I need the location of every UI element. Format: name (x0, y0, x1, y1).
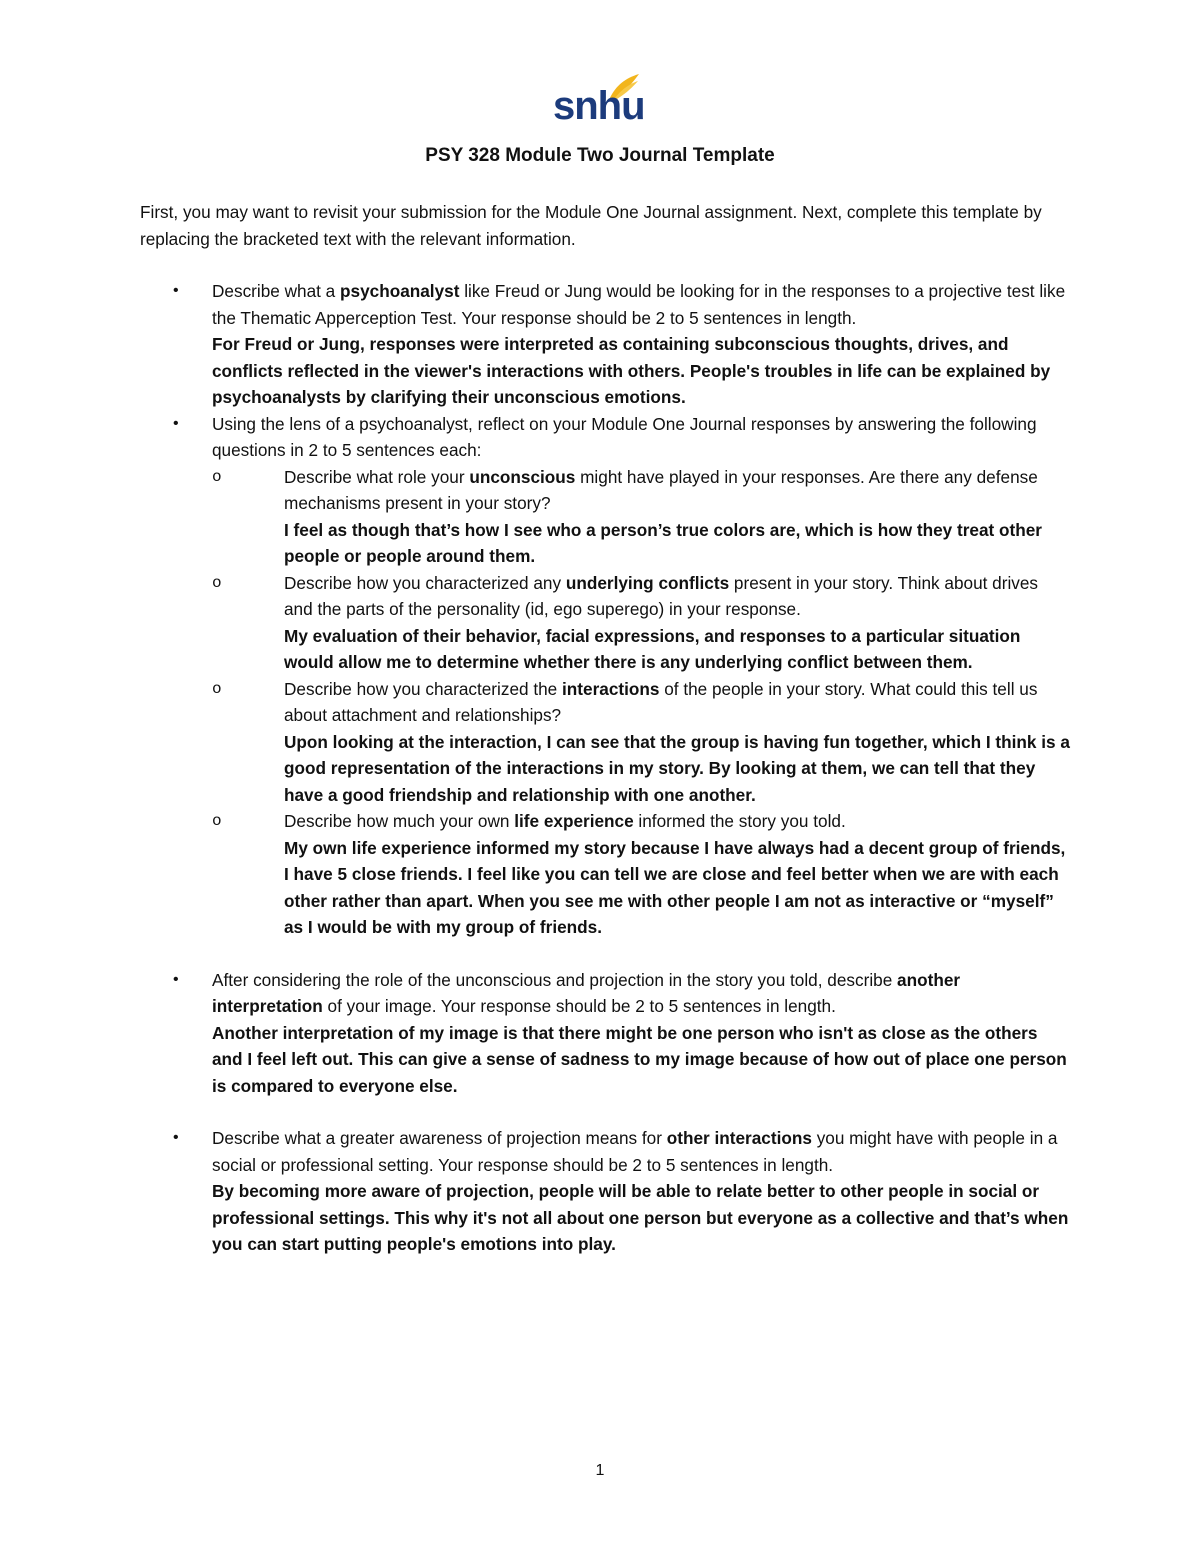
question-1-prompt (212, 278, 1070, 331)
prompt-text: of your image. Your response should be 2 to 5 sentences in length. (322, 996, 836, 1016)
prompt-text: Describe what role your (284, 466, 470, 487)
bullet-icon: • (173, 1129, 179, 1146)
bullet-icon: • (173, 282, 179, 299)
question-1 (140, 278, 1070, 411)
sub-question-answer: My own life experience informed my story because I have always had a decent group of friends, I have 5 close friends. I feel like you can tell we are close and feel better when we are with each other rather than apart. When you see me with other people I am not as interactive or “myself” as I would be with my group of friends. (284, 837, 1066, 937)
sub-question-4 (212, 808, 1070, 941)
prompt-keyword: another interpretation (212, 969, 961, 1016)
prompt-text: Describe how you characterized any (284, 572, 566, 593)
question-3-prompt (212, 967, 1070, 1020)
prompt-text: After considering the role of the unconscious and projection in the story you told, describe (212, 969, 898, 990)
prompt-text: Describe how you characterized the (284, 678, 563, 699)
question-4 (140, 1125, 1070, 1258)
sub-question-prompt (284, 570, 1070, 623)
question-2 (140, 411, 1070, 941)
prompt-text: like Freud or Jung would be looking for in the responses to a projective test like the Thematic Apperception Test. Your response should be 2 to 5 sentences in length. (212, 281, 1066, 328)
question-4-answer: By becoming more aware of projection, people will be able to relate better to other people in social or professional settings. This why it's not all about one person but everyone as a collective and that’s when you can start putting people's emotions into play. (212, 1181, 1069, 1254)
sub-question-answer: My evaluation of their behavior, facial expressions, and responses to a particular situation would allow me to determine whether there is any underlying conflict between them. (284, 625, 1021, 672)
sub-question-answer: Upon looking at the interaction, I can see that the group is having fun together, which I think is a good representation of the interactions in my story. By looking at them, we can tell that they have a good friendship and relationship with one another. (284, 731, 1070, 805)
prompt-text: you might have with people in a social or professional setting. Your response should be 2 to 5 sentences in length. (212, 1128, 1058, 1175)
page-number: 1 (595, 1462, 605, 1479)
bullet-icon: • (173, 970, 179, 988)
sub-question-2 (212, 570, 1070, 676)
prompt-text: Describe how much your own (284, 811, 515, 831)
sub-question-prompt (284, 464, 1070, 517)
spacer (140, 941, 1070, 967)
sub-question-1 (212, 464, 1070, 570)
question-4-prompt (212, 1125, 1070, 1178)
prompt-text: informed the story you told. (633, 811, 846, 831)
sub-question-answer: I feel as though that’s how I see who a person’s true colors are, which is how they treat other people or people around them. (284, 519, 1042, 566)
sub-bullet-icon: o (212, 679, 222, 698)
question-2-prompt: Using the lens of a psychoanalyst, reflect on your Module One Journal responses by answering the following questions in 2 to 5 sentences each: (212, 413, 1037, 460)
prompt-text: present in your story. Think about drives and the parts of the personality (id, ego superego) in your response. (284, 572, 1039, 619)
prompt-keyword: psychoanalyst (340, 281, 460, 301)
prompt-text: Describe what a greater awareness of projection means for (212, 1128, 667, 1148)
sub-bullet-icon: o (212, 467, 222, 486)
prompt-text: might have played in your responses. Are there any defense mechanisms present in your story? (284, 466, 1038, 513)
spacer (140, 1099, 1070, 1125)
sub-question-3 (212, 676, 1070, 809)
prompt-keyword: other interactions (666, 1128, 812, 1148)
question-3 (140, 967, 1070, 1100)
document-body (140, 199, 1070, 1258)
question-1-answer: For Freud or Jung, responses were interpreted as containing subconscious thoughts, drives, and conflicts reflected in the viewer's interactions with others. People's troubles in life can be explained by psychoanalysts by clarifying their unconscious emotions. (212, 334, 1051, 407)
sub-bullet-icon: o (212, 573, 222, 592)
sub-question-prompt (284, 676, 1070, 729)
prompt-text: of the people in your story. What could this tell us about attachment and relationships? (284, 678, 1038, 725)
sub-question-prompt (284, 808, 1070, 835)
prompt-keyword: interactions (562, 678, 660, 699)
intro-paragraph: First, you may want to revisit your submission for the Module One Journal assignment. Next, complete this template by replacing the bracketed text with the relevant information. (140, 202, 1042, 249)
question-3-answer: Another interpretation of my image is that there might be one person who isn't as close as the others and I feel left out. This can give a sense of sadness to my image because of how out of place one person is compared to everyone else. (212, 1022, 1067, 1096)
sub-bullet-icon: o (212, 812, 222, 830)
document-title: PSY 328 Module Two Journal Template (425, 145, 775, 166)
prompt-keyword: underlying conflicts (565, 572, 730, 593)
prompt-text: Describe what a (212, 281, 341, 301)
prompt-keyword: life experience (514, 811, 634, 831)
logo-wordmark: snhu (553, 84, 645, 128)
snhu-logo (553, 72, 643, 134)
prompt-keyword: unconscious (469, 466, 576, 487)
bullet-icon: • (173, 414, 179, 432)
